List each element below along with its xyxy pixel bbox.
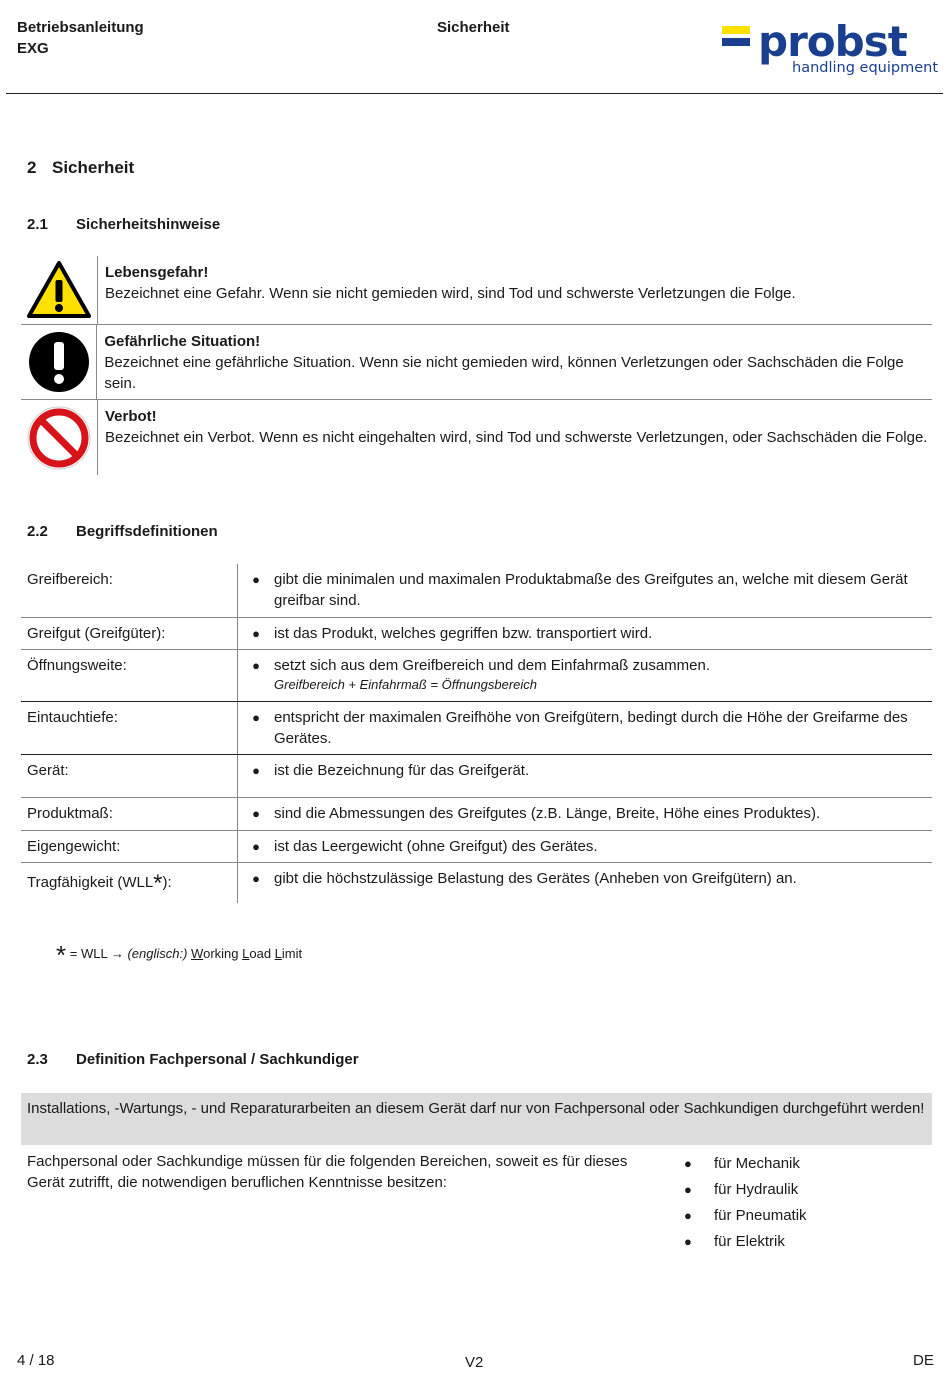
list-item: ● für Elektrik bbox=[682, 1229, 807, 1255]
bullet-icon: ● bbox=[252, 658, 260, 673]
arrow-right-icon: → bbox=[110, 946, 124, 961]
definition-text: gibt die höchstzulässige Belastung des Gerätes (Anheben von Greifgütern) an. bbox=[274, 870, 797, 887]
safety-text: Bezeichnet eine Gefahr. Wenn sie nicht gemieden wird, sind Tod und schwerste Verletzungen die Folge. bbox=[105, 285, 796, 302]
definition-row bbox=[21, 650, 932, 702]
definition-formula: Greifbereich + Einfahrmaß = Öffnungsbereich bbox=[274, 677, 538, 692]
definition-term: Greifgut (Greifgüter): bbox=[21, 618, 238, 649]
safety-text: Bezeichnet eine gefährliche Situation. Wenn sie nicht gemieden wird, können Verletzungen oder Sachschäden die Folge sein. bbox=[104, 354, 904, 392]
document-title bbox=[17, 17, 144, 59]
wll-footnote: * = WLL → (englisch:) Working Load Limit bbox=[56, 940, 303, 970]
subsection-heading-2-3: 2.3 Definition Fachpersonal / Sachkundiger bbox=[27, 1051, 359, 1068]
definition-term: Greifbereich: bbox=[21, 564, 238, 617]
bullet-icon: ● bbox=[684, 1234, 692, 1249]
definitions-table bbox=[21, 564, 932, 903]
bullet-icon: ● bbox=[252, 572, 260, 587]
safety-title: Verbot! bbox=[105, 408, 157, 425]
list-item: ● für Mechanik bbox=[682, 1151, 807, 1177]
bullet-icon: ● bbox=[684, 1156, 692, 1171]
definition-text: ist die Bezeichnung für das Greifgerät. bbox=[274, 762, 530, 779]
definition-text: ist das Leergewicht (ohne Greifgut) des Gerätes. bbox=[274, 838, 598, 855]
definition-text: sind die Abmessungen des Greifgutes (z.B. Länge, Breite, Höhe eines Produktes). bbox=[274, 805, 821, 822]
bullet-icon: ● bbox=[252, 626, 260, 641]
warning-triangle-icon bbox=[21, 256, 98, 324]
page-number: 4 / 18 bbox=[17, 1352, 55, 1369]
definition-row bbox=[21, 863, 932, 903]
definition-row bbox=[21, 564, 932, 618]
probst-logo bbox=[720, 14, 940, 78]
subsection-heading-2-2: 2.2 Begriffsdefinitionen bbox=[27, 523, 218, 540]
definition-term: Tragfähigkeit (WLL*): bbox=[21, 863, 238, 903]
logo-word: probst bbox=[758, 17, 907, 66]
language-label: DE bbox=[913, 1352, 934, 1369]
definition-term: Eintauchtiefe: bbox=[21, 702, 238, 754]
definition-row bbox=[21, 798, 932, 831]
notice-box: Installations, -Wartungs, - und Reparaturarbeiten an diesem Gerät darf nur von Fachpersonal oder Sachkundigen durchgeführt werden! bbox=[21, 1093, 932, 1145]
safety-text: Bezeichnet ein Verbot. Wenn es nicht eingehalten wird, sind Tod und schwerste Verletzungen, oder Sachschäden die Folge. bbox=[105, 429, 928, 446]
safety-row-verbot bbox=[21, 400, 932, 475]
definition-term: Produktmaß: bbox=[21, 798, 238, 830]
bullet-icon: ● bbox=[252, 763, 260, 778]
definition-row bbox=[21, 702, 932, 755]
definition-term: Eigengewicht: bbox=[21, 831, 238, 862]
exclamation-circle-icon bbox=[21, 325, 97, 399]
definition-text: gibt die minimalen und maximalen Produktabmaße des Greifgutes an, welche mit diesem Gerät greifbar sind. bbox=[274, 571, 908, 609]
definition-text: ist das Produkt, welches gegriffen bzw. transportiert wird. bbox=[274, 625, 653, 642]
bullet-icon: ● bbox=[252, 710, 260, 725]
product-label: EXG bbox=[17, 40, 49, 57]
safety-title: Lebensgefahr! bbox=[105, 264, 209, 281]
qualification-text: Fachpersonal oder Sachkundige müssen für die folgenden Bereichen, soweit es für dieses Gerät zutrifft, die notwendigen beruflichen Kenntnisse besitzen: bbox=[27, 1153, 628, 1191]
definition-term: Gerät: bbox=[21, 755, 238, 797]
section-heading: 2 Sicherheit bbox=[27, 158, 135, 177]
safety-symbols-table bbox=[21, 256, 932, 475]
safety-row-gefaehrliche-situation bbox=[21, 325, 932, 400]
definition-term: Öffnungsweite: bbox=[21, 650, 238, 701]
safety-row-lebensgefahr bbox=[21, 256, 932, 325]
manual-label: Betriebsanleitung bbox=[17, 19, 144, 36]
bullet-icon: ● bbox=[252, 806, 260, 821]
list-item: ● für Pneumatik bbox=[682, 1203, 807, 1229]
definition-row bbox=[21, 831, 932, 863]
definition-text: setzt sich aus dem Greifbereich und dem Einfahrmaß zusammen. bbox=[274, 657, 711, 674]
bullet-icon: ● bbox=[252, 871, 260, 886]
logo-tagline: handling equipment bbox=[792, 60, 938, 76]
list-item: ● für Hydraulik bbox=[682, 1177, 807, 1203]
header-chapter: Sicherheit bbox=[437, 19, 510, 36]
qualification-list bbox=[682, 1151, 807, 1255]
version-label: V2 bbox=[465, 1354, 484, 1371]
definition-row bbox=[21, 618, 932, 650]
definition-row bbox=[21, 755, 932, 798]
definition-text: entspricht der maximalen Greifhöhe von Greifgütern, bedingt durch die Höhe der Greifarme des Gerätes. bbox=[274, 709, 908, 747]
subsection-heading-2-1: 2.1 Sicherheitshinweise bbox=[27, 216, 221, 233]
header-divider bbox=[6, 93, 943, 94]
bullet-icon: ● bbox=[684, 1182, 692, 1197]
prohibition-icon bbox=[21, 400, 98, 475]
safety-title: Gefährliche Situation! bbox=[104, 333, 261, 350]
bullet-icon: ● bbox=[684, 1208, 692, 1223]
bullet-icon: ● bbox=[252, 839, 260, 854]
